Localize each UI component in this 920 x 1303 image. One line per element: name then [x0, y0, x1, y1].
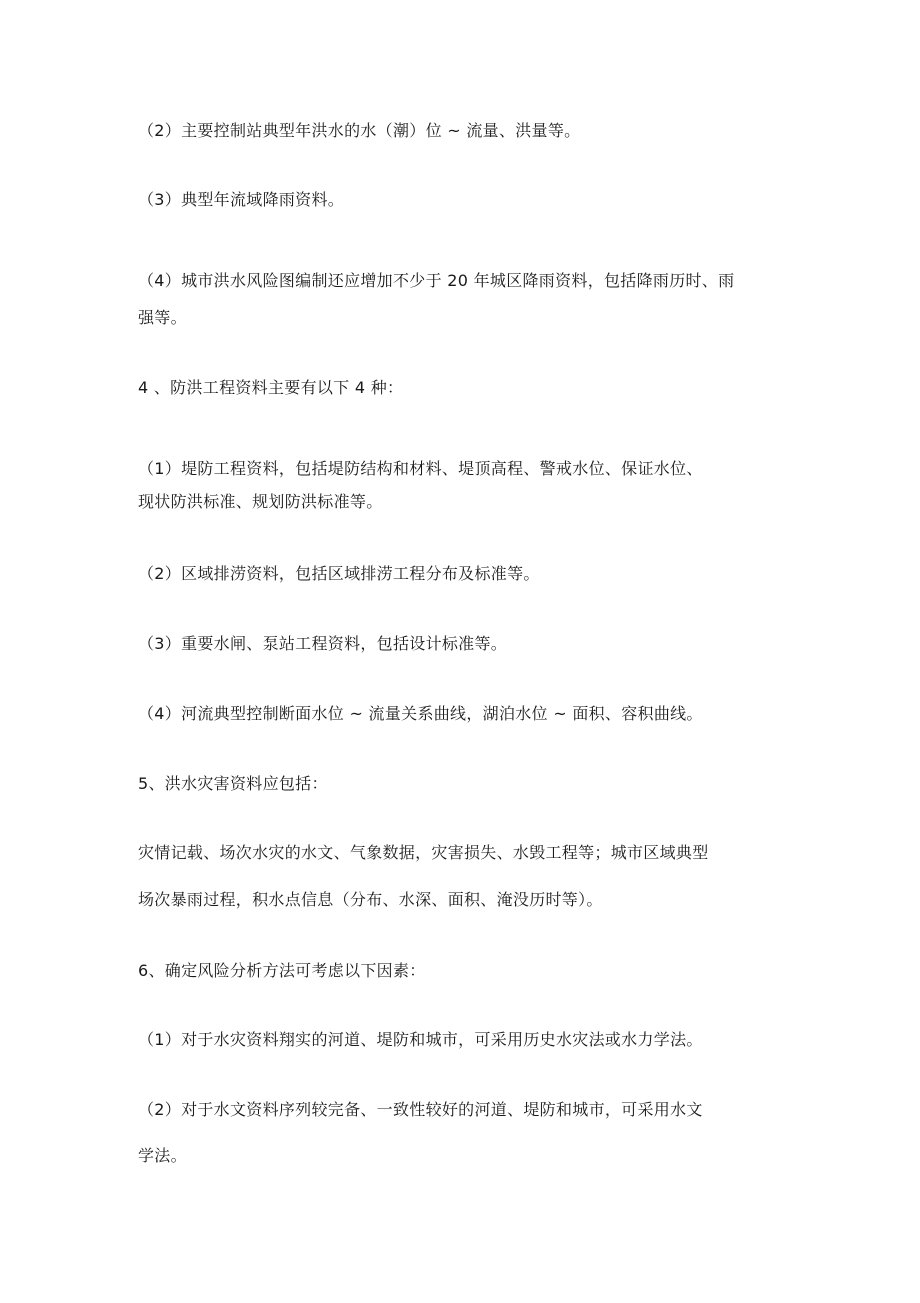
- item-3-basin-rainfall: （3）典型年流域降雨资料。: [138, 190, 345, 209]
- item-4-stage-discharge-curves: （4）河流典型控制断面水位 ~ 流量关系曲线，湖泊水位 ~ 面积、容积曲线。: [138, 704, 703, 723]
- item-1-levee-data-line2: 现状防洪标准、规划防洪标准等。: [138, 492, 383, 511]
- item-2-hydrologic-method-line1: （2）对于水文资料序列较完备、一致性较好的河道、堤防和城市，可采用水文: [138, 1100, 703, 1119]
- disaster-data-line1: 灾情记载、场次水灾的水文、气象数据，灾害损失、水毁工程等；城市区域典型: [138, 843, 709, 862]
- section-4-heading: 4 、防洪工程资料主要有以下 4 种：: [138, 378, 404, 397]
- section-6-heading: 6、确定风险分析方法可考虑以下因素：: [138, 961, 426, 980]
- disaster-data-line2: 场次暴雨过程，积水点信息（分布、水深、面积、淹没历时等）。: [138, 890, 603, 909]
- item-4-urban-rainfall-line2: 强等。: [138, 308, 187, 327]
- item-3-sluice-pump-data: （3）重要水闸、泵站工程资料，包括设计标准等。: [138, 634, 508, 653]
- item-1-historical-method: （1）对于水灾资料翔实的河道、堤防和城市，可采用历史水灾法或水力学法。: [138, 1030, 703, 1049]
- item-1-levee-data-line1: （1）堤防工程资料，包括堤防结构和材料、堤顶高程、警戒水位、保证水位、: [138, 459, 703, 478]
- item-4-urban-rainfall-line1: （4）城市洪水风险图编制还应增加不少于 20 年城区降雨资料，包括降雨历时、雨: [138, 271, 735, 290]
- item-2-hydrologic-method-line2: 学法。: [138, 1146, 187, 1165]
- item-2-typical-flood-levels: （2）主要控制站典型年洪水的水（潮）位 ~ 流量、洪量等。: [138, 121, 581, 140]
- item-2-drainage-data: （2）区域排涝资料，包括区域排涝工程分布及标准等。: [138, 564, 540, 583]
- section-5-heading: 5、洪水灾害资料应包括：: [138, 774, 328, 793]
